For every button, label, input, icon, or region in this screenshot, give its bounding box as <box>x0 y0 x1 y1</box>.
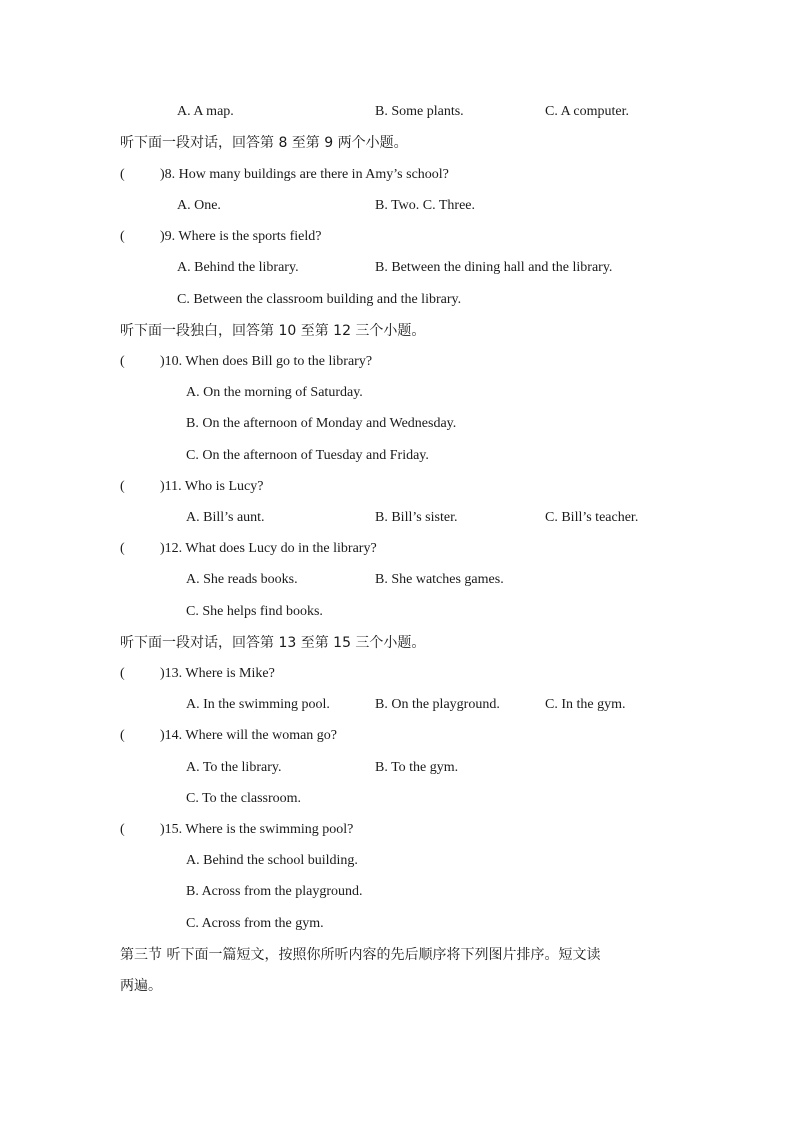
q15-option-b: B. Across from the playground. <box>186 884 363 899</box>
q10-option-c: C. On the afternoon of Tuesday and Friday. <box>186 448 429 463</box>
question-text: )10. When does Bill go to the library? <box>160 354 373 369</box>
q15-option-c: C. Across from the gym. <box>186 916 324 931</box>
question-9 <box>120 228 321 246</box>
q10-option-a: A. On the morning of Saturday. <box>186 385 363 400</box>
answer-blank[interactable]: ( <box>120 167 125 182</box>
section-heading-10-12: 听下面一段独白，回答第 10 至第 12 三个小题。 <box>120 323 426 339</box>
q12-option-a: A. She reads books. <box>186 572 298 587</box>
q7-option-a: A. A map. <box>177 104 234 119</box>
question-11 <box>120 478 263 496</box>
q10-option-b: B. On the afternoon of Monday and Wednesday. <box>186 416 457 431</box>
q7-option-b: B. Some plants. <box>375 104 464 119</box>
answer-blank[interactable]: ( <box>120 822 125 837</box>
q7-option-c: C. A computer. <box>545 104 629 119</box>
question-15 <box>120 821 353 839</box>
question-8 <box>120 166 449 184</box>
q14-option-c: C. To the classroom. <box>186 791 302 806</box>
question-text: )8. How many buildings are there in Amy’s school? <box>160 167 449 182</box>
answer-blank[interactable]: ( <box>120 666 125 681</box>
question-text: )13. Where is Mike? <box>160 666 275 681</box>
q9-option-c: C. Between the classroom building and the library. <box>177 292 462 307</box>
q8-option-bc: B. Two. C. Three. <box>375 198 475 213</box>
q13-option-b: B. On the playground. <box>375 697 500 712</box>
section-3-heading-cont: 两遍。 <box>120 978 162 994</box>
question-text: )12. What does Lucy do in the library? <box>160 541 377 556</box>
answer-blank[interactable]: ( <box>120 229 125 244</box>
q12-option-b: B. She watches games. <box>375 572 504 587</box>
q14-option-b: B. To the gym. <box>375 760 459 775</box>
answer-blank[interactable]: ( <box>120 354 125 369</box>
answer-blank[interactable]: ( <box>120 479 125 494</box>
question-14 <box>120 727 337 745</box>
q9-option-a: A. Behind the library. <box>177 260 299 275</box>
q13-option-a: A. In the swimming pool. <box>186 697 330 712</box>
q14-option-a: A. To the library. <box>186 760 282 775</box>
section-heading-13-15: 听下面一段对话，回答第 13 至第 15 三个小题。 <box>120 635 426 651</box>
question-text: )14. Where will the woman go? <box>160 728 338 743</box>
q11-option-b: B. Bill’s sister. <box>375 510 458 525</box>
q11-option-a: A. Bill’s aunt. <box>186 510 265 525</box>
section-3-heading: 第三节 听下面一篇短文，按照你所听内容的先后顺序将下列图片排序。短文读 <box>120 947 601 963</box>
q15-option-a: A. Behind the school building. <box>186 853 358 868</box>
q8-option-a: A. One. <box>177 198 221 213</box>
answer-blank[interactable]: ( <box>120 728 125 743</box>
question-13 <box>120 665 275 683</box>
q13-option-c: C. In the gym. <box>545 697 626 712</box>
answer-blank[interactable]: ( <box>120 541 125 556</box>
question-text: )11. Who is Lucy? <box>160 479 264 494</box>
question-10 <box>120 353 372 371</box>
question-text: )15. Where is the swimming pool? <box>160 822 354 837</box>
q11-option-c: C. Bill’s teacher. <box>545 510 639 525</box>
section-heading-8-9: 听下面一段对话，回答第 8 至第 9 两个小题。 <box>120 135 408 151</box>
q9-option-b: B. Between the dining hall and the library. <box>375 260 613 275</box>
question-12 <box>120 540 377 558</box>
q12-option-c: C. She helps find books. <box>186 604 323 619</box>
question-text: )9. Where is the sports field? <box>160 229 322 244</box>
